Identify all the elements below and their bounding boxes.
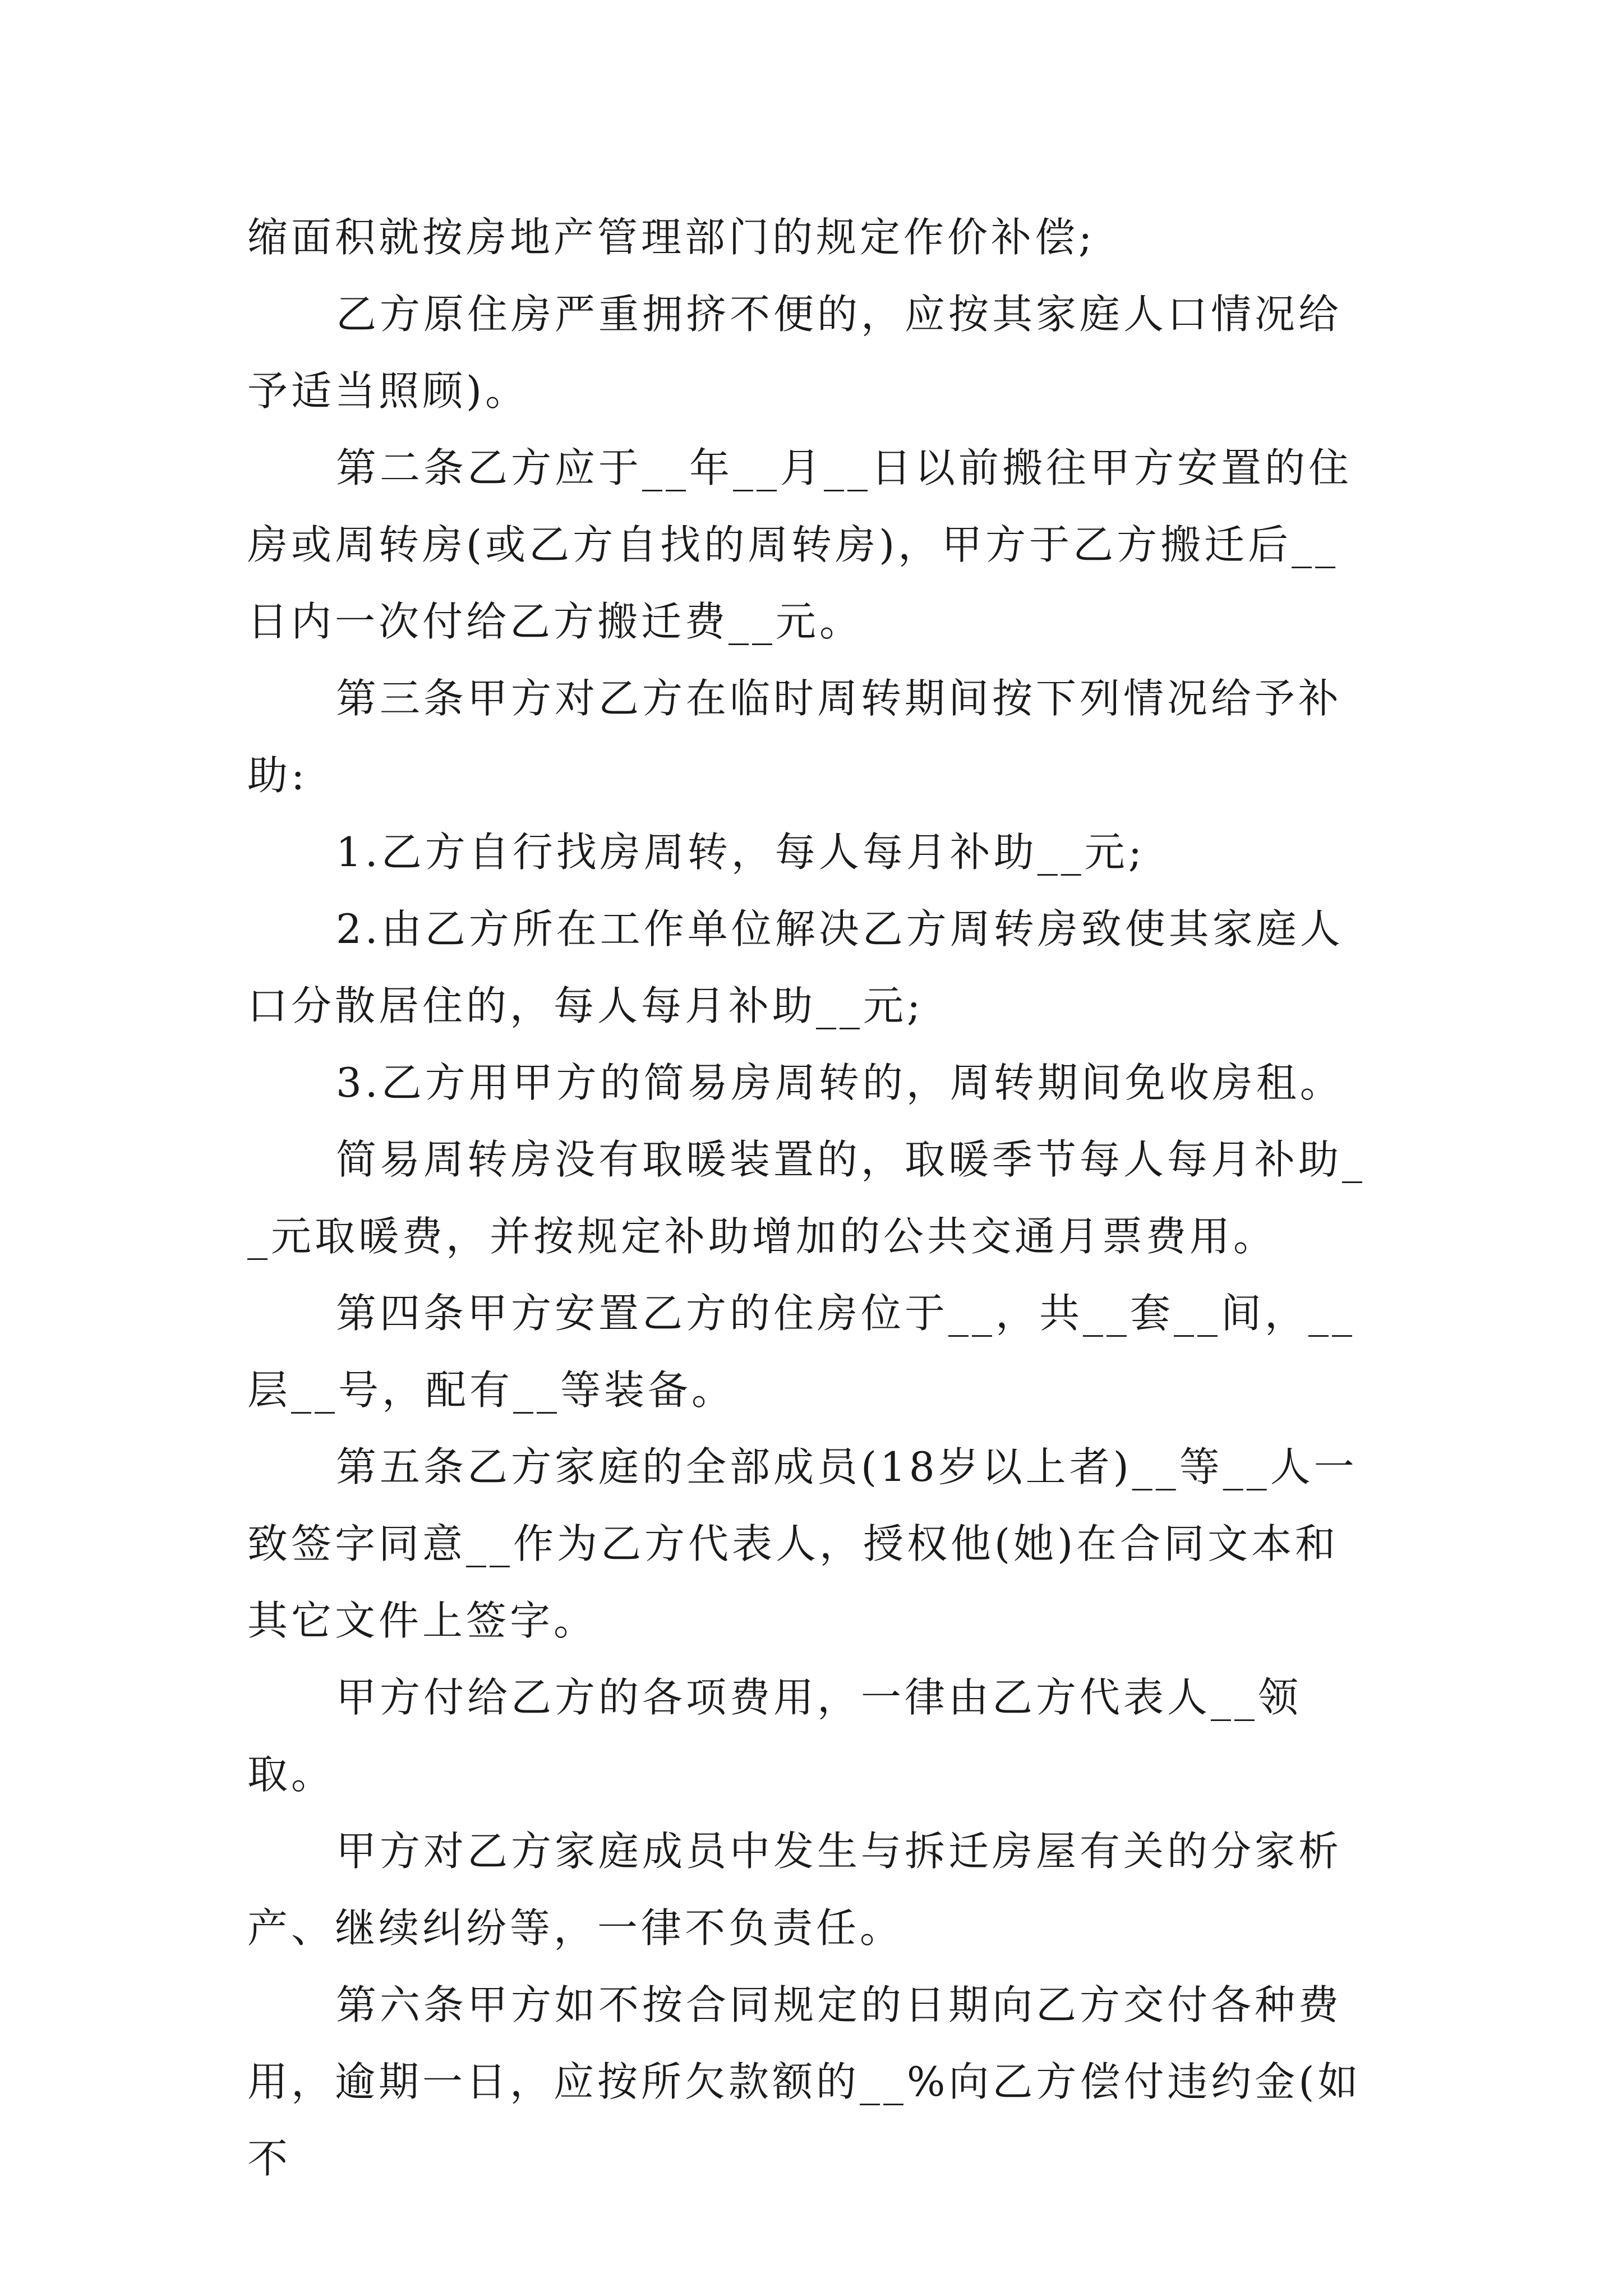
paragraph-1: 缩面积就按房地产管理部门的规定作价补偿; xyxy=(247,214,1096,261)
paragraph-2: 乙方原住房严重拥挤不便的，应按其家庭人口情况给予适当照顾)。 xyxy=(247,291,1343,415)
paragraph-3: 第二条乙方应于__年__月__日以前搬往甲方安置的住房或周转房(或乙方自找的周转房)，甲方于乙方搬迁后__日内一次付给乙方搬迁费__元。 xyxy=(247,444,1353,645)
paragraph-5: 1.乙方自行找房周转，每人每月补助__元; xyxy=(336,829,1145,876)
paragraph-6: 2.由乙方所在工作单位解决乙方周转房致使其家庭人口分散居住的，每人每月补助__元; xyxy=(247,905,1344,1029)
paragraph-12: 甲方对乙方家庭成员中发生与拆迁房屋有关的分家析产、继续纠纷等，一律不负责任。 xyxy=(247,1828,1343,1952)
paragraph-8: 简易周转房没有取暖装置的，取暖季节每人每月补助__元取暖费，并按规定补助增加的公共交通月票费用。 xyxy=(247,1136,1366,1260)
paragraph-7: 3.乙方用甲方的简易房周转的，周转期间免收房租。 xyxy=(336,1059,1344,1106)
document-body xyxy=(247,199,1375,2197)
paragraph-9: 第四条甲方安置乙方的住房位于__，共__套__间，__层__号，配有__等装备。 xyxy=(247,1290,1356,1414)
paragraph-11: 甲方付给乙方的各项费用，一律由乙方代表人__领取。 xyxy=(247,1674,1302,1798)
paragraph-13: 第六条甲方如不按合同规定的日期向乙方交付各种费用，逾期一日，应按所欠款额的__%向乙方偿付违约金(如不 xyxy=(247,1981,1362,2182)
paragraph-4: 第三条甲方对乙方在临时周转期间按下列情况给予补助: xyxy=(247,675,1343,799)
paragraph-10: 第五条乙方家庭的全部成员(18岁以上者)__等__人一致签字同意__作为乙方代表人，授权他(她)在合同文本和其它文件上签字。 xyxy=(247,1443,1358,1644)
